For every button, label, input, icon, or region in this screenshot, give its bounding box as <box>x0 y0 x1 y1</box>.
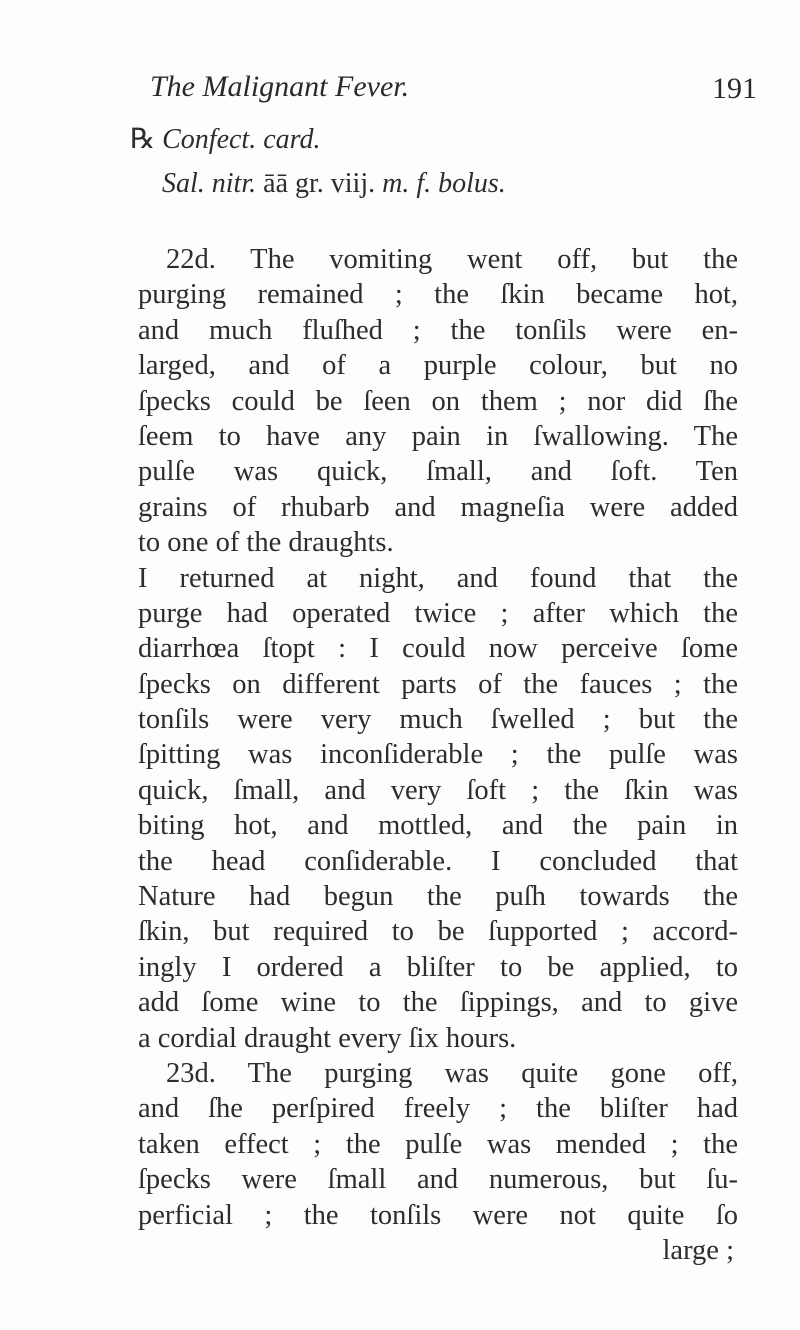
catchword-line: large ; <box>662 1234 734 1266</box>
text-line: taken effect ; the pulſe was mended ; the <box>138 1128 738 1160</box>
prescription-ingredient-1: Confect. card. <box>162 124 321 155</box>
text-line: and much fluſhed ; the tonſils were en- <box>138 314 738 346</box>
prescription-line-1 <box>130 118 730 162</box>
prescription-dose: āā gr. viij. <box>256 168 383 199</box>
text-line: ſeem to have any pain in ſwallowing. The <box>138 420 738 452</box>
text-line: purge had operated twice ; after which the <box>138 597 738 629</box>
text-line: quick, ſmall, and very ſoft ; the ſkin was <box>138 774 738 806</box>
text-line: 22d. The vomiting went off, but the <box>166 244 738 275</box>
text-line: to one of the draughts. <box>138 527 394 559</box>
text-line: ſpecks on different parts of the fauces ; the <box>138 668 738 700</box>
text-line: Nature had begun the puſh towards the <box>138 881 738 913</box>
text-line: add ſome wine to the ſippings, and to give <box>138 987 738 1019</box>
text-line: purging remained ; the ſkin became hot, <box>138 279 738 311</box>
prescription-ingredient-2: Sal. nitr. <box>162 168 257 199</box>
text-line: a cordial draught every ſix hours. <box>138 1022 517 1054</box>
running-title: The Malignant Fever. <box>150 70 410 103</box>
text-line: ſpitting was inconſiderable ; the pulſe was <box>138 739 738 771</box>
text-line: tonſils were very much ſwelled ; but the <box>138 704 738 736</box>
page-header <box>0 70 800 110</box>
text-line: the head conſiderable. I concluded that <box>138 845 738 877</box>
text-line: diarrhœa ſtopt : I could now perceive ſome <box>138 633 738 665</box>
text-line: biting hot, and mottled, and the pain in <box>138 810 738 842</box>
body-text <box>138 242 738 1268</box>
text-line: 23d. The purging was quite gone off, <box>166 1057 738 1089</box>
prescription <box>130 118 730 206</box>
prescription-line-2 <box>130 162 730 206</box>
prescription-direction: m. f. bolus. <box>382 168 506 199</box>
text-line: grains of rhubarb and magneſia were added <box>138 491 738 523</box>
text-line: I returned at night, and found that the <box>138 562 738 594</box>
recipe-symbol: ℞ <box>130 124 156 155</box>
text-line: pulſe was quick, ſmall, and ſoft. Ten <box>138 456 738 488</box>
page-number: 191 <box>712 72 757 105</box>
text-line: perficial ; the tonſils were not quite ſo <box>138 1199 738 1231</box>
text-line: ingly I ordered a bliſter to be applied, to <box>138 951 738 983</box>
text-line: larged, and of a purple colour, but no <box>138 350 738 382</box>
text-line: ſpecks could be ſeen on them ; nor did ſhe <box>138 385 738 417</box>
text-line: and ſhe perſpired freely ; the bliſter had <box>138 1093 738 1125</box>
text-line: ſpecks were ſmall and numerous, but ſu- <box>138 1164 738 1196</box>
text-line: ſkin, but required to be ſupported ; accord- <box>138 916 738 948</box>
